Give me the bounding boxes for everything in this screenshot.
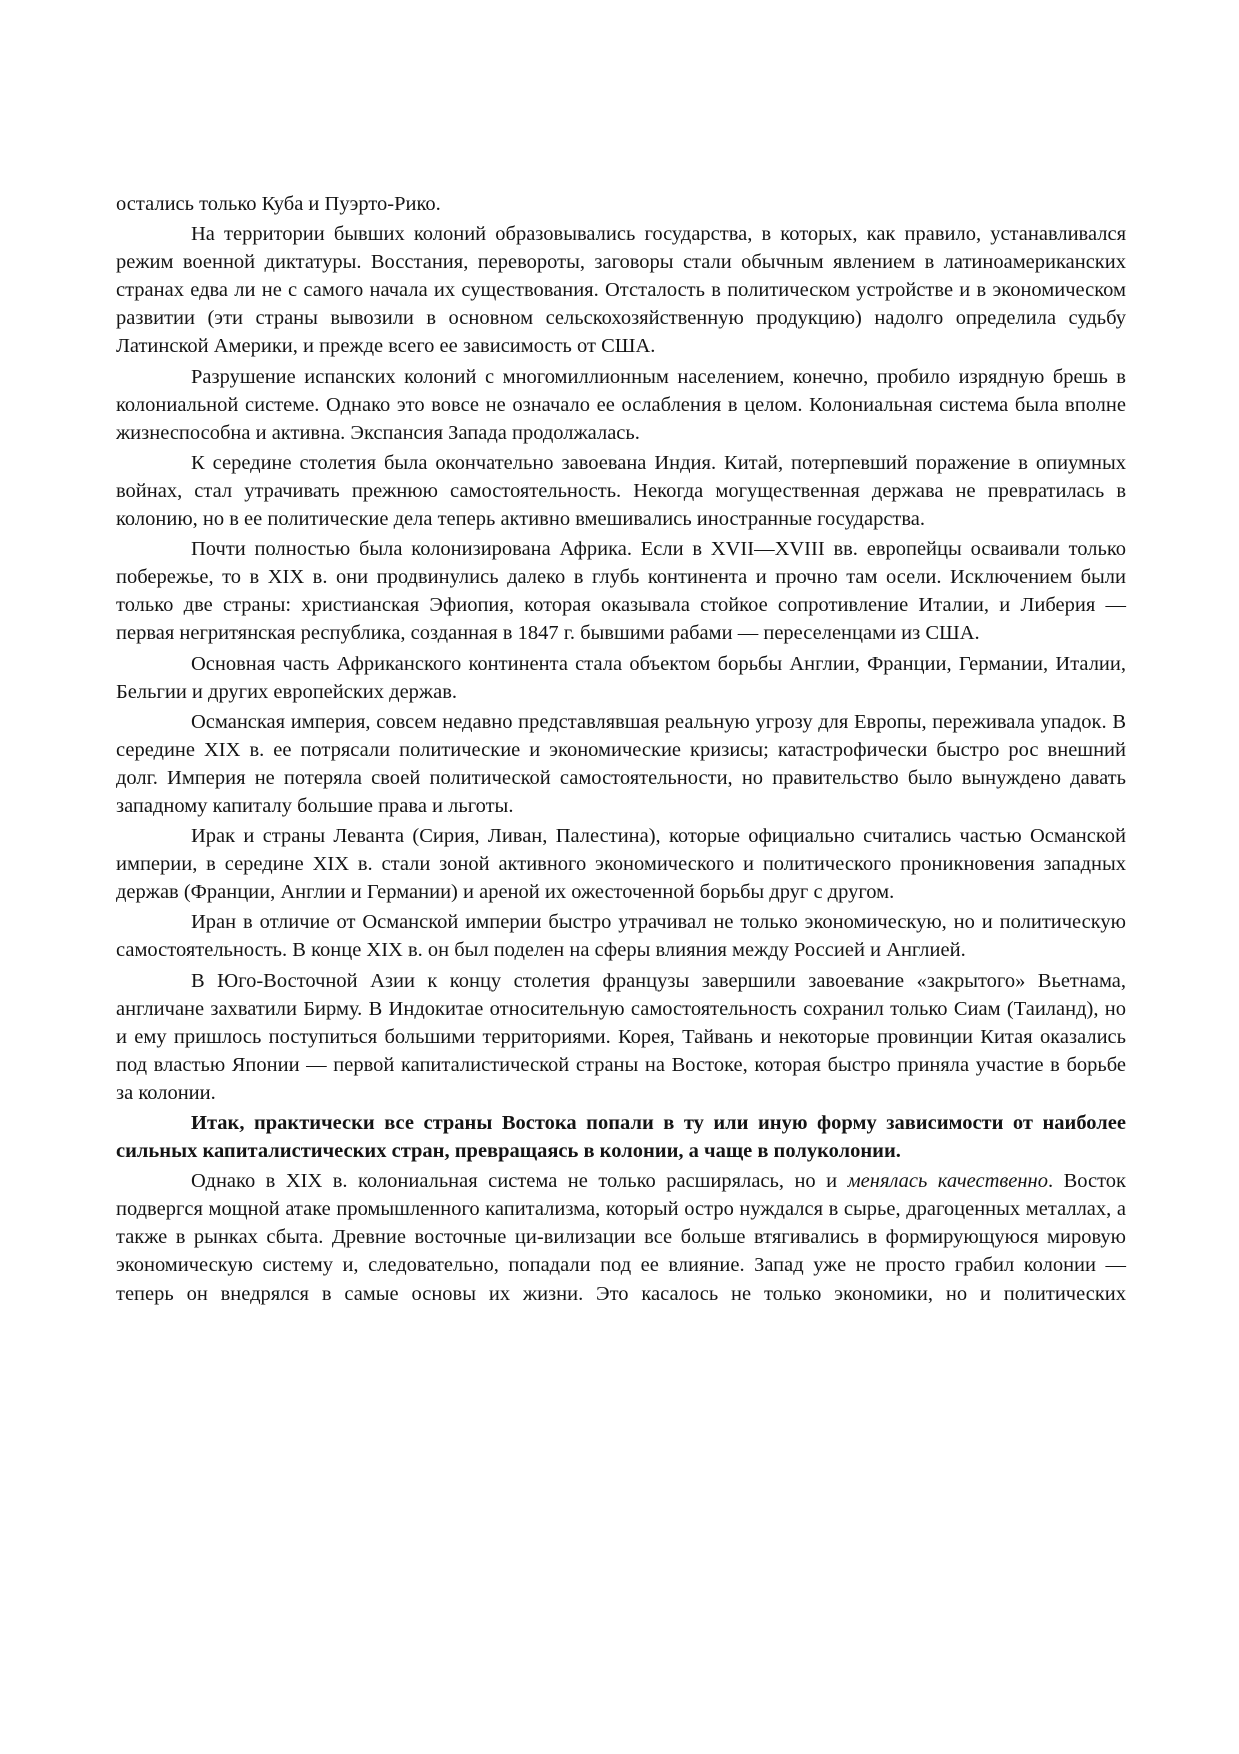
paragraph: Разрушение испанских колоний с многомиллионным населением, конечно, пробило изрядную брешь в колониальной системе. Однако это вовсе не означало ее ослабления в целом. Колониальная система была вполне жизнеспособна и активна. Экспансия Запада продолжалась. [116, 365, 1126, 444]
paragraph: К середине столетия была окончательно завоевана Индия. Китай, потерпевший поражение в опиумных войнах, стал утрачивать прежнюю самостоятельность. Некогда могущественная держава не превратилась в колонию, но в ее политические дела теперь активно вмешивались иностранные государства. [116, 451, 1126, 531]
paragraph-continuation: остались только Куба и Пуэрто-Рико. [116, 193, 441, 215]
italic-emphasis: менялась качественно [847, 1170, 1048, 1193]
paragraph: Османская империя, совсем недавно представлявшая реальную угрозу для Европы, переживала упадок. В середине XIX в. ее потрясали политические и экономические кризисы; катастрофически быстро рос внешний долг. Империя не потеряла своей политической самостоятельности, но правительство было вынуждено давать западному капиталу большие права и льготы. [116, 710, 1126, 817]
paragraph: Иран в отличие от Османской империи быстро утрачивал не только экономическую, но и политическую самостоятельность. В конце XIX в. он был поделен на сферы влияния между Россией и Англией. [116, 911, 1126, 962]
paragraph: В Юго-Восточной Азии к концу столетия французы завершили завоевание «закрытого» Вьетнама, англичане захватили Бирму. В Индокитае относительную самостоятельность сохранил только Сиам (Таиланд), но и ему пришлось поступиться большими территориями. Корея, Тайвань и некоторые провинции Китая оказались под властью Японии — первой капиталистической страны на Востоке, которая быстро приняла участие в борьбе за колонии. [116, 969, 1126, 1104]
paragraph: Почти полностью была колонизирована Африка. Если в XVII—XVIII вв. европейцы осваивали только побережье, то в XIX в. они продвинулись далеко в глубь континента и прочно там осели. Исключением были только две страны: христианская Эфиопия, которая оказывала стойкое сопротивление Италии, и Либерия — первая негритянская республика, созданная в 1847 г. бывшими рабами — переселенцами из США. [116, 538, 1126, 645]
final-paragraph-text-end: . Восток подвергся мощной атаке промышленного капитализма, который остро нуждался в сырье, драгоценных металлах, а также в рынках сбыта. Древние восточные ци-вилизации все больше втягивались в формирующуюся мировую экономическую систему и, следовательно, попадали под ее влияние. Запад уже не просто грабил колонии — теперь он внедрялся в самые основы их жизни. Это касалось не только экономики, но и политических [116, 1170, 1127, 1305]
paragraph: Ирак и страны Леванта (Сирия, Ливан, Палестина), которые официально считались частью Османской империи, в середине XIX в. стали зоной активного экономического и политического проникновения западных держав (Франции, Англии и Германии) и ареной их ожесточенной борьбы друг с другом. [116, 825, 1126, 904]
final-paragraph-text-start: Однако в XIX в. колониальная система не только расширялась, но и [191, 1170, 848, 1193]
paragraph: Основная часть Африканского континента стала объектом борьбы Англии, Франции, Германии, Италии, Бельгии и других европейских держав. [116, 652, 1126, 703]
paragraph: На территории бывших колоний образовывались государства, в которых, как правило, устанавливался режим военной диктатуры. Восстания, перевороты, заговоры стали обычным явлением в латиноамериканских странах едва ли не с самого начала их существования. Отсталость в политическом устройстве и в экономическом развитии (эти страны вывозили в основном сельскохозяйственную продукцию) надолго определила судьбу Латинской Америки, и прежде всего ее зависимость от США. [116, 223, 1126, 358]
final-paragraph [116, 1167, 1126, 1307]
bold-summary-paragraph: Итак, практически все страны Востока попали в ту или иную форму зависимости от наиболее сильных капиталистических стран, превращаясь в колонии, а чаще в полуколонии. [116, 1112, 1126, 1163]
document-page [116, 190, 1126, 1310]
